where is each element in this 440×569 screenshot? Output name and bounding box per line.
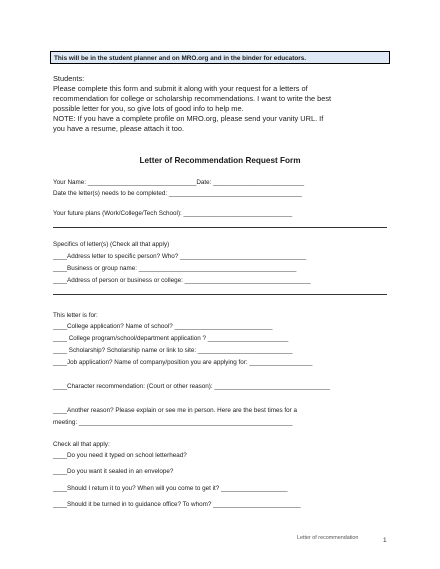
checklist-item[interactable]: ____College application? Name of school? ____________________________ [53,323,273,330]
checklist-item[interactable]: ____Should it be turned in to guidance office? To whom? _________________________ [53,501,301,508]
notice-banner: This will be in the student planner and on MRO.org and in the binder for educators. [50,51,390,64]
checklist-item[interactable]: ____ College program/school/department application ? _______________________ [53,335,289,342]
checklist-item[interactable]: ____ Scholarship? Scholarship name or link to site: ___________________________ [53,347,293,354]
checklist-item[interactable]: ____Business or group name: _____________________________________________ [53,265,297,272]
checklist-item[interactable]: ____Do you need it typed on school letterhead? [53,452,187,459]
section-heading: This letter is for: [53,312,98,319]
intro-line: Students: [53,74,85,83]
blank-line [53,294,387,295]
checklist-item[interactable]: ____Should I return it to you? When will you come to get it? ___________________ [53,485,288,492]
footer-label: Letter of recommendation [297,535,359,541]
form-title: Letter of Recommendation Request Form [139,156,301,165]
checklist-item[interactable]: ____Address of person or business or college: ____________________________________ [53,277,311,284]
intro-line: recommendation for college or scholarship recommendations. I want to write the best [53,94,332,103]
checklist-item[interactable]: ____Another reason? Please explain or see me in person. Here are the best times for a [53,407,297,414]
intro-line: NOTE: If you have a complete profile on MRO.org, please send your vanity URL. If [53,114,324,123]
intro-line: possible letter for you, so give lots of good info to help me. [53,104,244,113]
blank-line [53,227,387,228]
checklist-item[interactable]: ____Character recommendation: (Court or other reason): _________________________________ [53,383,330,390]
checklist-item[interactable]: ____Job application? Name of company/position you are applying for: __________________ [53,359,313,366]
checklist-item[interactable]: ____Address letter to specific person? Who? ____________________________________ [53,253,307,260]
checklist-item[interactable]: ____Do you want it sealed in an envelope? [53,468,174,475]
meeting-field[interactable]: meeting: _____________________________________________________________ [53,419,293,426]
future-plans-field[interactable]: Your future plans (Work/College/Tech School): _______________________________ [53,210,293,217]
intro-line: Please complete this form and submit it along with your request for a letters of [53,84,308,93]
completion-date-field[interactable]: Date the letter(s) needs to be completed: ______________________________________ [53,190,302,197]
intro-paragraph [53,74,393,134]
section-heading: Specifics of letter(s) (Check all that apply) [53,241,170,248]
intro-line: you have a resume, please attach it too. [53,124,185,133]
page-number: 1 [383,537,387,544]
section-heading: Check all that apply: [53,441,110,448]
name-date-field[interactable]: Your Name: _______________________________Date: __________________________ [53,179,305,186]
